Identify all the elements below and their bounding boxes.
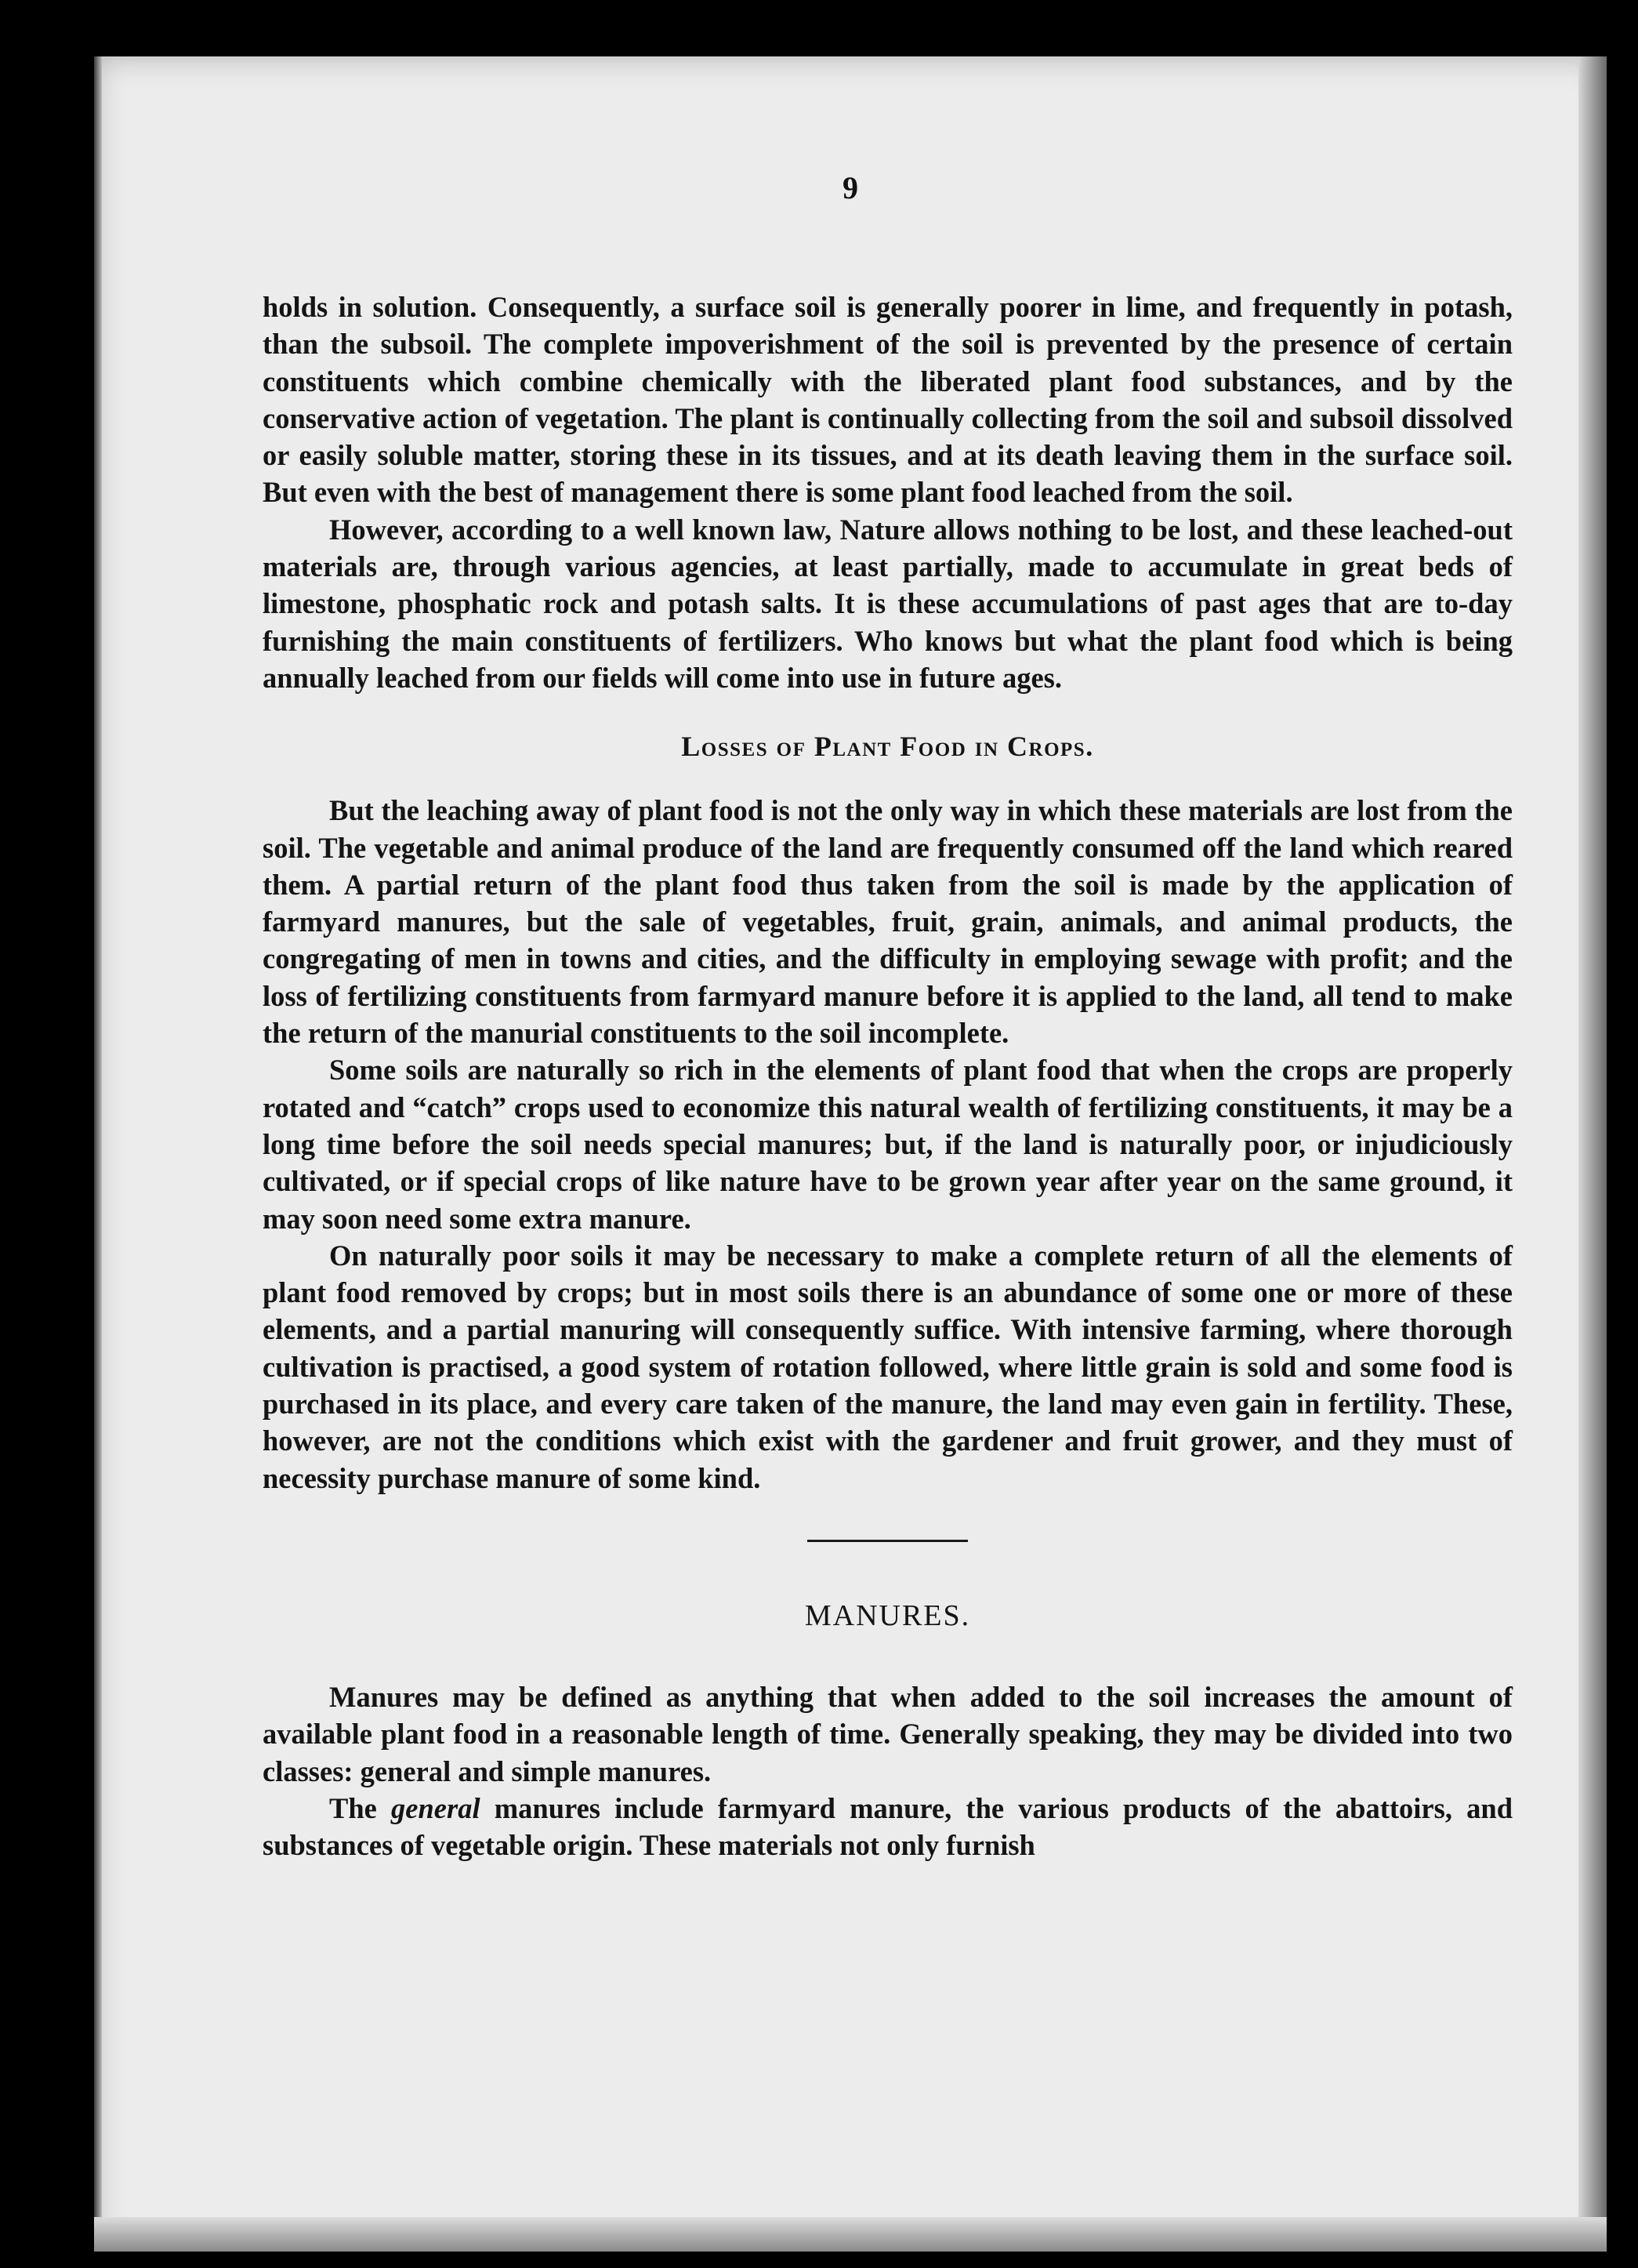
section-heading-manures: MANURES. bbox=[804, 1598, 971, 1632]
general-manures-text-start: The bbox=[329, 1791, 392, 1824]
paragraph-nature-allows-nothing-lost: However, according to a well known law, Nature allows nothing to be lost, and these leached-out materials are, through various agencies, at least partially, made to accumulate in great beds of limestone, phosphatic rock and potash salts. It is these accumulations of past ages that are to-day furnishing the main constituents of fertilizers. Who knows but what the plant food which is being annually leached from our fields will come into use in future ages. bbox=[263, 513, 1513, 694]
page-binding-edge bbox=[94, 56, 102, 2252]
page-body bbox=[263, 288, 1513, 1863]
page-number: 9 bbox=[843, 170, 858, 205]
page-bottom-edge bbox=[94, 2217, 1607, 2252]
paragraph-manures-defined: Manures may be defined as anything that when added to the soil increases the amount of available plant food in a reasonable length of time. Generally speaking, they may be divided into two classes: general and simple manures. bbox=[263, 1680, 1513, 1787]
paragraph-naturally-rich-soils: Some soils are naturally so rich in the elements of plant food that when the crops are properly rotated and “catch” crops used to economize this natural wealth of fertilizing constituents, it may be a long time before the soil needs special manures; but, if the land is naturally poor, or injudiciously cultivated, or if special crops of like nature have to be grown year after year on the same ground, it may soon need some extra manure. bbox=[263, 1054, 1513, 1235]
paragraph-naturally-poor-soils: On naturally poor soils it may be necessary to make a complete return of all the elements of plant food removed by crops; but in most soils there is an abundance of some one or more of these elements, and a partial manuring will consequently suffice. With intensive farming, where thorough cultivation is practised, a good system of rotation followed, where little grain is sold and some food is purchased in its place, and every care taken of the manure, the land may even gain in fertility. These, however, are not the conditions which exist with the gardener and fruit grower, and they must of necessity purchase manure of some kind. bbox=[263, 1239, 1513, 1494]
paragraph-general-manures bbox=[263, 1790, 1513, 1864]
general-manures-text-rest: manures include farmyard manure, the various products of the abattoirs, and substances of vegetable origin. These materials not only furnish bbox=[263, 1791, 1513, 1862]
paragraph-leaching-away: But the leaching away of plant food is not the only way in which these materials are lost from the soil. The vegetable and animal produce of the land are frequently consumed off the land which reared them. A partial return of the plant food thus taken from the soil is made by the application of farmyard manures, but the sale of vegetables, fruit, grain, animals, and animal products, the congregating of men in towns and cities, and the difficulty in employing sewage with profit; and the loss of fertilizing constituents from farmyard manure before it is applied to the land, all tend to make the return of the manurial constituents to the soil incomplete. bbox=[263, 794, 1513, 1050]
section-heading-losses-of-plant-food: Losses of Plant Food in Crops. bbox=[681, 731, 1094, 763]
section-divider-rule bbox=[807, 1540, 968, 1542]
page-right-edge bbox=[1578, 56, 1607, 2252]
general-italic-word: general bbox=[391, 1791, 480, 1824]
paragraph-holds-in-solution: holds in solution. Consequently, a surface soil is generally poorer in lime, and frequently in potash, than the subsoil. The complete impoverishment of the soil is prevented by the presence of certain constituents which combine chemically with the liberated plant food substances, and by the conservative action of vegetation. The plant is continually collecting from the soil and subsoil dissolved or easily soluble matter, storing these in its tissues, and at its death leaving them in the surface soil. But even with the best of management there is some plant food leached from the soil. bbox=[263, 291, 1513, 509]
scanned-page bbox=[94, 56, 1607, 2252]
